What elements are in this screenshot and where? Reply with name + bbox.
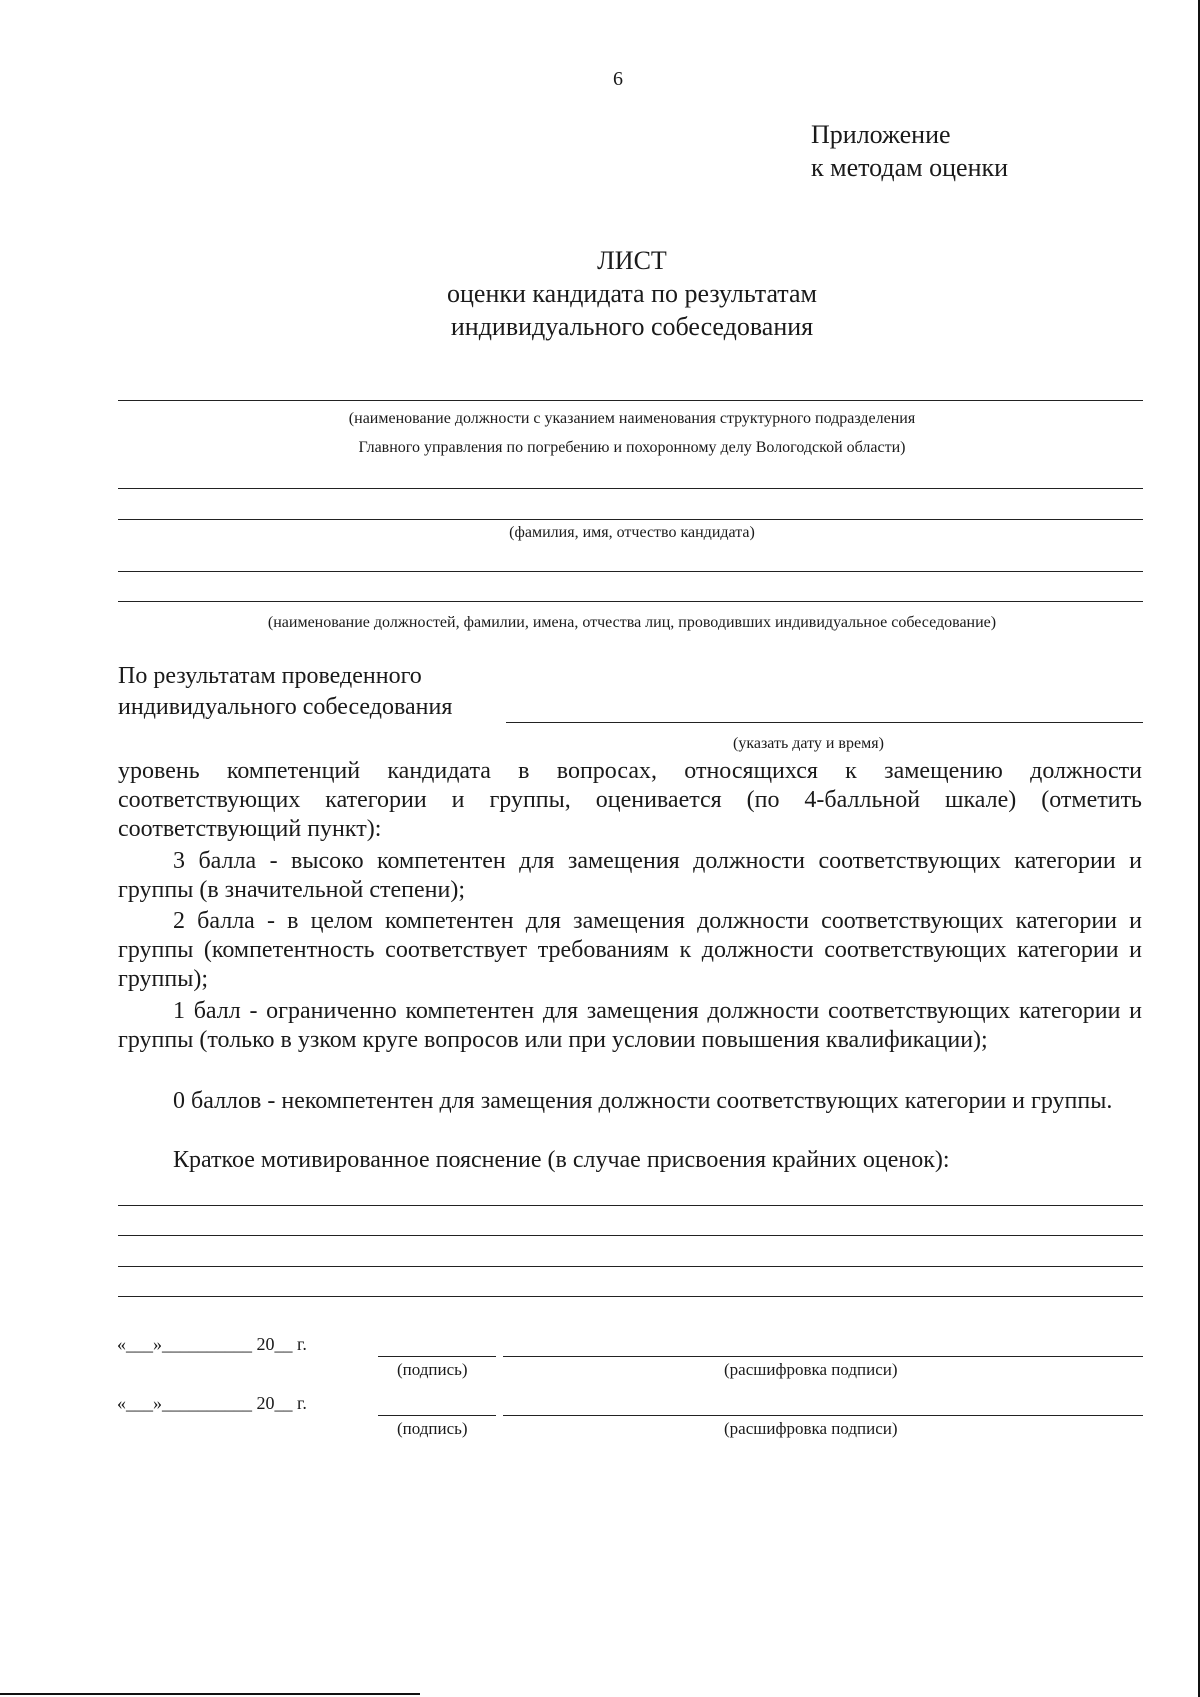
explanation-line-3[interactable] — [118, 1266, 1143, 1267]
score-2-option[interactable]: 2 балла - в целом компетентен для замещения должности соответствующих категории и группы (компетентность соответствует требованиям к должности соответствующих категории и группы); — [118, 908, 1142, 992]
interviewers-field-line[interactable] — [118, 601, 1143, 602]
signature-date-1[interactable]: «___»__________ 20__ г. — [117, 1334, 307, 1354]
date-time-caption: (указать дату и время) — [733, 735, 884, 752]
signature-line-2[interactable] — [378, 1415, 496, 1416]
assessment-text: уровень компетенций кандидата в вопросах, относящихся к замещению должности соответствующих категории и группы, оценивается (по 4-балльной шкале) (отметить соответствующий пункт): — [118, 758, 1142, 842]
score-0-option[interactable]: 0 баллов - некомпетентен для замещения должности соответствующих категории и группы. — [173, 1088, 1113, 1114]
title-line-1: ЛИСТ — [597, 246, 667, 275]
signature-decode-caption-2: (расшифровка подписи) — [724, 1419, 898, 1438]
date-time-field-line[interactable] — [506, 722, 1143, 723]
score-1-option[interactable]: 1 балл - ограниченно компетентен для замещения должности соответствующих категории и группы (только в узком круге вопросов или при условии повышения квалификации); — [118, 998, 1142, 1053]
scan-bottom-edge — [0, 1693, 420, 1695]
document-title — [0, 244, 1200, 343]
score-3-option[interactable]: 3 балла - высоко компетентен для замещения должности соответствующих категории и группы (в значительной степени); — [118, 848, 1142, 903]
signature-caption-2: (подпись) — [397, 1419, 468, 1438]
signature-decode-line-1[interactable] — [503, 1356, 1143, 1357]
signature-decode-line-2[interactable] — [503, 1415, 1143, 1416]
appendix-note — [811, 118, 1008, 184]
result-intro — [118, 661, 452, 723]
result-intro-line-1: По результатам проведенного — [118, 663, 422, 689]
appendix-line-2: к методам оценки — [811, 153, 1009, 182]
title-line-3: индивидуального собеседования — [450, 312, 814, 341]
candidate-field-line[interactable] — [118, 519, 1143, 520]
explanation-label: Краткое мотивированное пояснение (в случае присвоения крайних оценок): — [173, 1147, 950, 1173]
explanation-line-1[interactable] — [118, 1205, 1143, 1206]
position-field-line[interactable] — [118, 400, 1143, 401]
position-caption-line-2: Главного управления по погребению и похоронному делу Вологодской области) — [358, 439, 906, 456]
position-extra-line[interactable] — [118, 488, 1143, 489]
interviewers-caption: (наименование должностей, фамилии, имена, отчества лиц, проводивших индивидуальное собеседование) — [267, 614, 997, 631]
page-number: 6 — [613, 68, 623, 90]
signature-decode-caption-1: (расшифровка подписи) — [724, 1360, 898, 1379]
title-line-2: оценки кандидата по результатам — [447, 279, 817, 308]
result-intro-line-2: индивидуального собеседования — [118, 694, 453, 720]
appendix-line-1: Приложение — [811, 120, 951, 149]
signature-date-2[interactable]: «___»__________ 20__ г. — [117, 1393, 307, 1413]
position-caption-line-1: (наименование должности с указанием наименования структурного подразделения — [348, 410, 916, 427]
explanation-line-4[interactable] — [118, 1296, 1143, 1297]
signature-caption-1: (подпись) — [397, 1360, 468, 1379]
candidate-extra-line[interactable] — [118, 571, 1143, 572]
explanation-line-2[interactable] — [118, 1235, 1143, 1236]
signature-line-1[interactable] — [378, 1356, 496, 1357]
candidate-caption: (фамилия, имя, отчество кандидата) — [509, 524, 755, 541]
